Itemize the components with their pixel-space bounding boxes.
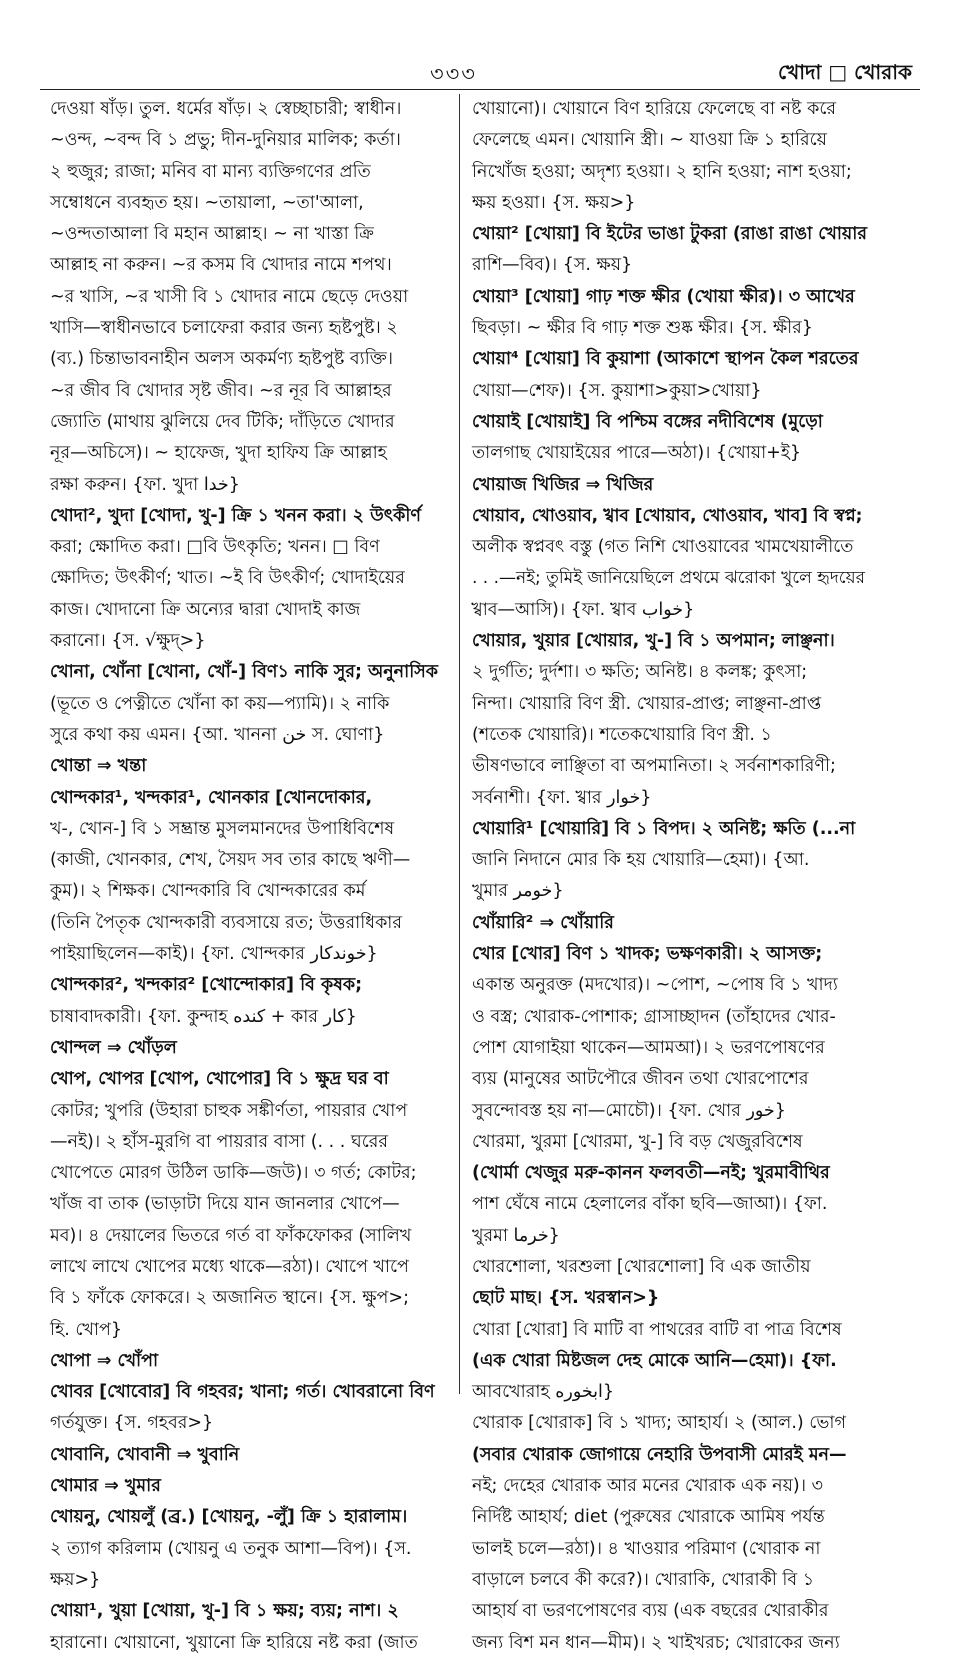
- entry-headword-line: খোন্দকার¹, খন্দকার¹, খোনকার [খোনদোকার,: [50, 787, 373, 808]
- entry-text-line: খাসি—স্বাধীনভাবে চলাফেরা করার জন্য হৃষ্টপুষ্ট। ২: [50, 318, 398, 339]
- entry-text-line: সুরে কথা কয় এমন। {আ. খাননা خن স. ঘোণা}: [50, 724, 385, 745]
- entry-text-line: করা; ক্ষোদিত করা। □বি উৎকৃতি; খনন। □ বিণ: [50, 537, 380, 558]
- entry-text-line: খোরা [খোরা] বি মাটি বা পাথরের বাটি বা পাত্র বিশেষ: [472, 1319, 842, 1340]
- entry-headword-line: খোয়াব, খোওয়াব, খ্বাব [খোয়াব, খোওয়াব, খাব] বি স্বপ্ন;: [472, 505, 863, 526]
- entry-headword-line: খোর [খোর] বিণ ১ খাদক; ভক্ষণকারী। ২ আসক্ত;: [472, 944, 823, 965]
- entry-headword-line: খোয়ারি¹ [খোয়ারি] বি ১ বিপদ। ২ অনিষ্ট; ক্ষতি (...না: [472, 818, 856, 839]
- right-column: [472, 94, 870, 1653]
- entry-text-line: খোরমা, খুরমা [খোরমা, খু-] বি বড় খেজুরবিশেষ: [472, 1131, 803, 1152]
- entry-headword-line: খোয়নু, খোয়লুঁ (ব্র.) [খোয়নু, -লুঁ] ক্রি ১ হারালাম।: [50, 1507, 408, 1528]
- entry-text-line: —নই)। ২ হাঁস-মুরগি বা পায়রার বাসা (. . . ঘরের: [50, 1131, 389, 1152]
- entry-text-line: কুম)। ২ শিক্ষক। খোন্দকারি বি খোন্দকারের কর্ম: [50, 881, 366, 902]
- entry-text-line: ক্ষয়>}: [50, 1569, 101, 1590]
- entry-text-line: ক্ষোদিত; উৎকীর্ণ; খাত। ~ই বি উৎকীর্ণ; খোদাইয়ের: [50, 568, 405, 589]
- entry-text-line: (তিনি পৈতৃক খোন্দকারী ব্যবসায়ে রত; উত্তরাধিকার: [50, 912, 403, 933]
- entry-text-line: বাড়ালে চলবে কী করে?)। খোরাকি, খোরাকী বি ১: [472, 1569, 815, 1590]
- entry-text-line: পাশ ঘেঁষে নামে হেলালের বাঁকা ছবি—জাআ)। {ফা.: [472, 1194, 828, 1215]
- entry-text-line: দেওয়া ষাঁড়। তুল. ধর্মের ষাঁড়। ২ স্বেচ্ছাচারী; স্বাধীন।: [50, 99, 402, 119]
- entry-headword-line: খোমার ⇒ খুমার: [50, 1476, 161, 1497]
- entry-text-line: বি ১ ফাঁকে ফোকরে। ২ অজানিত স্থানে। {স. ক্ষুপ>;: [50, 1288, 409, 1309]
- entry-text-line: সর্বনাশী। {ফা. খ্বার خوار}: [472, 787, 652, 808]
- entry-headword-line: খোয়ার, খুয়ার [খোয়ার, খু-] বি ১ অপমান; লাঞ্ছনা।: [472, 631, 835, 652]
- entry-text-line: অলীক স্বপ্নবৎ বস্তু (গত নিশি খোওয়াবের খামখেয়ালীতে: [472, 537, 854, 558]
- entry-text-line: নই; দেহের খোরাক আর মনের খোরাক এক নয়)। ৩: [472, 1476, 823, 1497]
- page-header: [40, 52, 920, 88]
- entry-text-line: ও বস্ত্র; খোরাক-পোশাক; গ্রাসাচ্ছাদন (তাঁহাদের খোর-: [472, 1006, 836, 1027]
- entry-text-line: ব্যয় (মানুষের আটপৌরে জীবন তথা খোরপোশের: [472, 1069, 809, 1090]
- entry-text-line: (শতেক খোয়ারি)। শতেকখোয়ারি বিণ স্ত্রী. ১: [472, 724, 772, 745]
- entry-headword-line: ছোট মাছ। {স. খরস্বান>}: [472, 1288, 660, 1309]
- entry-text-line: পোশ যোগাইয়া থাকেন—আমআ)। ২ ভরণপোষণের: [472, 1037, 825, 1058]
- entry-headword-line: খোন্তা ⇒ খন্তা: [50, 756, 147, 777]
- entry-text-line: নিখোঁজ হওয়া; অদৃশ্য হওয়া। ২ হানি হওয়া; নাশ হওয়া;: [472, 161, 852, 182]
- entry-headword-line: খোয়া¹, খুয়া [খোয়া, খু-] বি ১ ক্ষয়; ব্যয়; নাশ। ২: [50, 1601, 399, 1622]
- entry-text-line: চাষাবাদকারী। {ফা. কুন্দাহ کنده + কার کار}: [50, 1006, 357, 1027]
- entry-text-line: খ-, খোন-] বি ১ সম্ভ্রান্ত মুসলমানদের উপাধিবিশেষ: [50, 818, 395, 839]
- entry-text-line: ছিবড়া। ~ ক্ষীর বি গাঢ় শক্ত শুষ্ক ক্ষীর। {স. ক্ষীর}: [472, 318, 813, 339]
- entry-text-line: আল্লাহ না করুন। ~র কসম বি খোদার নামে শপথ।: [50, 255, 392, 276]
- entry-text-line: খুমার خومر}: [472, 881, 564, 902]
- entry-text-line: জ্যোতি (মাথায় ঝুলিয়ে দেব টিকি; দাঁড়িতে খোদার: [50, 411, 395, 432]
- entry-text-line: করানো। {স. √ক্ষুদ্>}: [50, 631, 206, 652]
- entry-headword-line: খোন্দকার², খন্দকার² [খোন্দোকার] বি কৃষক;: [50, 975, 363, 996]
- page-number: ৩৩৩: [430, 62, 477, 86]
- entry-text-line: সুবন্দোবস্ত হয় না—মোচৌ)। {ফা. খোর خور}: [472, 1100, 786, 1121]
- entry-text-line: খুরমা خرما}: [472, 1225, 560, 1246]
- entry-text-line: পাইয়াছিলেন—কাই)। {ফা. খোন্দকার خوندکار}: [50, 944, 378, 965]
- entry-text-line: ২ দুর্গতি; দুর্দশা। ৩ ক্ষতি; অনিষ্ট। ৪ কলঙ্ক; কুৎসা;: [472, 662, 808, 683]
- entry-text-line: তালগাছ খোয়াইয়ের পারে—অঠা)। {খোয়া+ই}: [472, 443, 802, 464]
- entry-headword-line: (খোর্মা খেজুর মরু-কানন ফলবতী—নই; খুরমাবীথির: [472, 1163, 830, 1184]
- entry-text-line: খাঁজ বা তাক (ভাড়াটা দিয়ে যান জানলার খোপে—: [50, 1194, 400, 1215]
- entry-text-line: মব)। ৪ দেয়ালের ভিতরে গর্ত বা ফাঁকফোকর (সালিখ: [50, 1225, 412, 1246]
- entry-text-line: ২ ত্যাগ করিলাম (খোয়নু এ তনুক আশা—বিপ)। {স.: [50, 1538, 412, 1559]
- entry-headword-line: (এক খোরা মিষ্টজল দেহ মোকে আনি—হেমা)। {ফা.: [472, 1350, 837, 1371]
- entry-text-line: খোয়া—শেফ)। {স. কুয়াশা>কুয়া>খোয়া}: [472, 380, 762, 401]
- entry-headword-line: খোপা ⇒ খোঁপা: [50, 1350, 159, 1371]
- entry-text-line: কাজ। খোদানো ক্রি অন্যের দ্বারা খোদাই কাজ: [50, 599, 361, 620]
- entry-text-line: খোরাক [খোরাক] বি ১ খাদ্য; আহার্য। ২ (আল.) ভোগ: [472, 1413, 846, 1434]
- column-divider: [459, 94, 460, 1394]
- entry-text-line: কোটর; খুপরি (উহারা চাহুক সঙ্কীর্ণতা, পায়রার খোপ: [50, 1100, 408, 1121]
- entry-text-line: ফেলেছে এমন। খোয়ানি স্ত্রী। ~ যাওয়া ক্রি ১ হারিয়ে: [472, 130, 827, 151]
- entry-headword-line: খোয়া² [খোয়া] বি ইটের ভাঙা টুকরা (রাঙা রাঙা খোয়ার: [472, 224, 867, 245]
- entry-text-line: গর্তযুক্ত। {স. গহবর>}: [50, 1413, 214, 1434]
- entry-headword-line: খোঁয়ারি² ⇒ খোঁয়ারি: [472, 912, 614, 933]
- entry-headword-line: খোন্দল ⇒ খোঁড়ল: [50, 1037, 177, 1058]
- entry-text-line: হি. খোপ}: [50, 1319, 123, 1340]
- entry-headword-line: খোয়াই [খোয়াই] বি পশ্চিম বঙ্গের নদীবিশেষ (মুড়ো: [472, 411, 823, 432]
- entry-text-line: খোয়ানো)। খোয়ানে বিণ হারিয়ে ফেলেছে বা নষ্ট করে: [472, 99, 836, 119]
- entry-text-line: খোপেতে মোরগ উঠিল ডাকি—জউ)। ৩ গর্ত; কোটর;: [50, 1163, 417, 1184]
- entry-text-line: ~ওন্দতাআলা বি মহান আল্লাহ। ~ না খাস্তা ক্রি: [50, 224, 374, 245]
- entry-text-line: নির্দিষ্ট আহার্য; diet (পুরুষের খোরাকে আমিষ পর্যন্ত: [472, 1507, 825, 1528]
- running-head: খোদা □ খোরাক: [777, 60, 912, 84]
- entry-text-line: জন্য বিশ মন ধান—মীম)। ২ খাইখরচ; খোরাকের জন্য: [472, 1632, 840, 1653]
- entry-text-line: লাখে লাখে খোপের মধ্যে থাকে—রঠা)। খোপে খাপে: [50, 1256, 409, 1277]
- entry-headword-line: খোপ, খোপর [খোপ, খোপোর] বি ১ ক্ষুদ্র ঘর বা: [50, 1069, 389, 1090]
- entry-text-line: ~র জীব বি খোদার সৃষ্ট জীব। ~র নূর বি আল্লাহর: [50, 380, 392, 401]
- entry-text-line: সম্বোধনে ব্যবহৃত হয়। ~তায়ালা, ~তা'আলা,: [50, 192, 364, 213]
- entry-text-line: আহার্য বা ভরণপোষণের ব্যয় (এক বছরের খোরাকীর: [472, 1601, 829, 1622]
- entry-text-line: আবখোরাহ ابخوره}: [472, 1382, 615, 1403]
- left-column: [50, 94, 448, 1653]
- entry-text-line: (ব্য.) চিন্তাভাবনাহীন অলস অকর্মণ্য হৃষ্টপুষ্ট ব্যক্তি।: [50, 349, 394, 370]
- entry-text-line: হারানো। খোয়ানো, খুয়ানো ক্রি হারিয়ে নষ্ট করা (জাত: [50, 1632, 418, 1653]
- entry-text-line: ~ওন্দ, ~বন্দ বি ১ প্রভু; দীন-দুনিয়ার মালিক; কর্তা।: [50, 130, 401, 151]
- header-rule: [40, 89, 920, 90]
- entry-text-line: ২ হুজুর; রাজা; মনিব বা মান্য ব্যক্তিগণের প্রতি: [50, 161, 371, 182]
- entry-text-line: জানি নিদানে মোর কি হয় খোয়ারি—হেমা)। {আ.: [472, 850, 810, 871]
- entry-text-line: খ্বাব—আসি)। {ফা. খ্বাব خواب}: [472, 599, 695, 620]
- entry-text-line: ভীষণভাবে লাঞ্ছিতা বা অপমানিতা। ২ সর্বনাশকারিণী;: [472, 756, 836, 777]
- entry-text-line: রাশি—বিব)। {স. ক্ষয়}: [472, 255, 633, 276]
- entry-headword-line: খোয়া⁴ [খোয়া] বি কুয়াশা (আকাশে স্থাপন কৈল শরতের: [472, 349, 859, 370]
- entry-text-line: ~র খাসি, ~র খাসী বি ১ খোদার নামে ছেড়ে দেওয়া: [50, 286, 409, 307]
- entry-text-line: নিন্দা। খোয়ারি বিণ স্ত্রী. খোয়ার-প্রাপ্ত; লাঞ্ছনা-প্রাপ্ত: [472, 693, 822, 714]
- entry-headword-line: (সবার খোরাক জোগায়ে নেহারি উপবাসী মোরই মন—: [472, 1444, 847, 1465]
- entry-text-line: (ভূতে ও পেত্নীতে খোঁনা কা কয়—প্যামি)। ২ নাকি: [50, 693, 390, 714]
- entry-headword-line: খোয়া³ [খোয়া] গাঢ় শক্ত ক্ষীর (খোয়া ক্ষীর)। ৩ আখের: [472, 286, 855, 307]
- entry-headword-line: খোবানি, খোবানী ⇒ খুবানি: [50, 1444, 240, 1465]
- entry-text-line: খোরশোলা, খরশুলা [খোরশোলা] বি এক জাতীয়: [472, 1256, 811, 1277]
- entry-headword-line: খোয়াজ খিজির ⇒ খিজির: [472, 474, 654, 495]
- entry-text-line: রক্ষা করুন। {ফা. খুদা خدا}: [50, 474, 240, 495]
- entry-text-line: . . .—নই; তুমিই জানিয়েছিলে প্রথমে ঝরোকা খুলে হৃদয়ের: [472, 568, 865, 589]
- entry-text-line: (কাজী, খোনকার, শেখ, সৈয়দ সব তার কাছে ঋণী—: [50, 850, 411, 871]
- entry-headword-line: খোবর [খোবোর] বি গহবর; খানা; গর্ত। খোবরানো বিণ: [50, 1382, 435, 1403]
- entry-text-line: ক্ষয় হওয়া। {স. ক্ষয়>}: [472, 192, 636, 213]
- entry-text-line: নূর—অচিসে)। ~ হাফেজ, খুদা হাফিয ক্রি আল্লাহ: [50, 443, 387, 464]
- entry-headword-line: খোদা², খুদা [খোদা, খু-] ক্রি ১ খনন করা। ২ উৎকীর্ণ: [50, 505, 421, 526]
- entry-text-line: একান্ত অনুরক্ত (মদখোর)। ~পোশ, ~পোষ বি ১ খাদ্য: [472, 975, 838, 996]
- entry-text-line: ভালই চলে—রঠা)। ৪ খাওয়ার পরিমাণ (খোরাক না: [472, 1538, 821, 1559]
- entry-headword-line: খোনা, খোঁনা [খোনা, খোঁ-] বিণ১ নাকি সুর; অনুনাসিক: [50, 662, 439, 683]
